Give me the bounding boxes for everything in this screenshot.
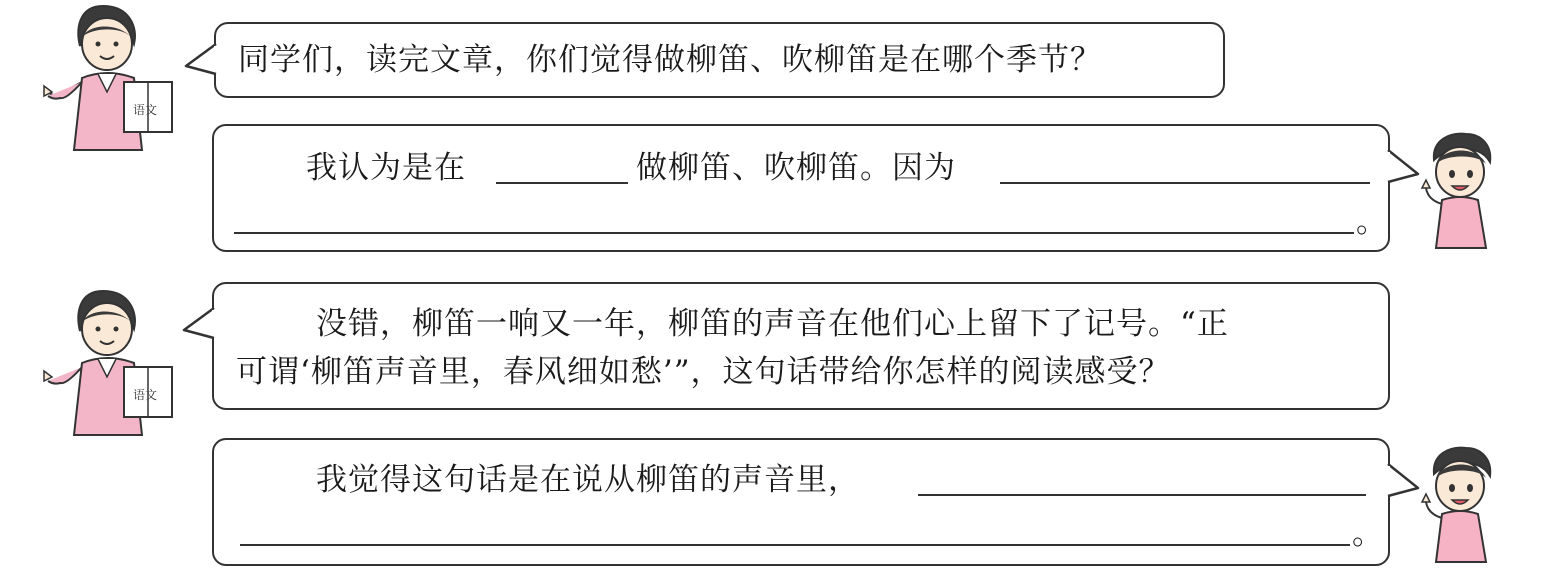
student-answer-1-part1: 我认为是在 — [306, 150, 466, 186]
bubble-tail-right-2 — [1386, 460, 1422, 504]
student-answer-2-end: 。 — [1352, 516, 1383, 552]
bubble-tail-left-2 — [182, 304, 216, 348]
student-figure-2 — [1420, 444, 1500, 566]
teacher-question-2-line1: 没错，柳笛一响又一年，柳笛的声音在他们心上留下了记号。“正 — [316, 306, 1229, 342]
teacher-question-1: 同学们，读完文章，你们觉得做柳笛、吹柳笛是在哪个季节？ — [238, 42, 1102, 78]
student-answer-1-end: 。 — [1356, 204, 1387, 240]
teacher-figure-1 — [38, 0, 183, 155]
book-label: 语文 — [133, 103, 158, 117]
answer-blank-reason-line1[interactable] — [1000, 182, 1370, 184]
answer-blank-reason-line2[interactable] — [234, 232, 1354, 234]
teacher-question-2-line2: 可谓‘柳笛声音里，春风细如愁’”，这句话带给你怎样的阅读感受？ — [236, 354, 1171, 390]
student-answer-1-part2: 做柳笛、吹柳笛。因为 — [636, 150, 956, 186]
bubble-tail-left-1 — [184, 40, 218, 84]
answer-blank-season[interactable] — [496, 182, 628, 184]
answer-blank-feeling-line1[interactable] — [918, 494, 1366, 496]
book-label: 语文 — [133, 388, 158, 402]
student-answer-2-part1: 我觉得这句话是在说从柳笛的声音里， — [316, 462, 860, 498]
teacher-figure-2 — [38, 285, 183, 440]
student-figure-1 — [1420, 130, 1500, 252]
answer-blank-feeling-line2[interactable] — [240, 544, 1350, 546]
bubble-tail-right-1 — [1386, 146, 1422, 190]
